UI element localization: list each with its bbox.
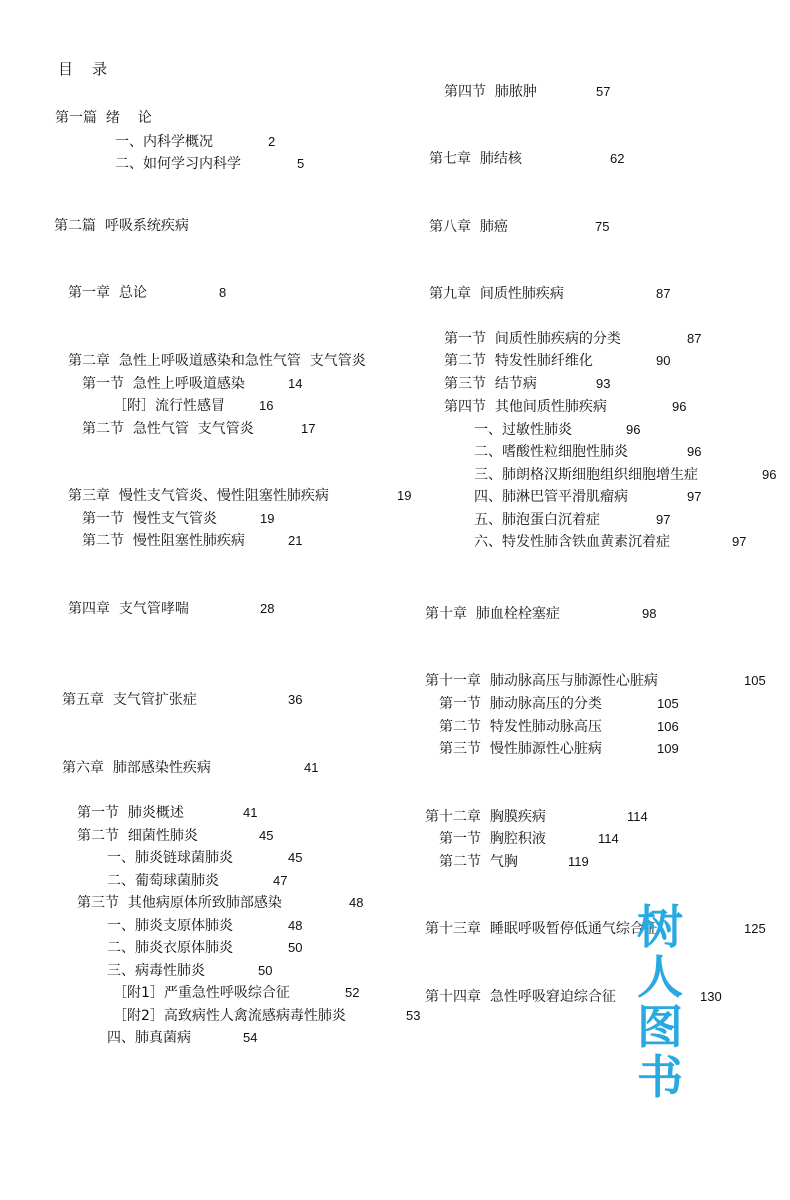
toc-entry-page: 2 — [268, 134, 276, 149]
toc-entry-page: 114 — [627, 809, 648, 824]
toc-entry-page: 19 — [397, 488, 412, 503]
toc-entry-page: 106 — [657, 719, 679, 734]
toc-entry-item[interactable] — [113, 397, 273, 415]
toc-entry-page: 16 — [259, 398, 274, 413]
toc-entry-section[interactable] — [444, 398, 686, 416]
toc-entry-page: 57 — [596, 84, 611, 99]
toc-entry-page: 87 — [687, 331, 702, 346]
watermark-stamp — [634, 902, 686, 1102]
toc-entry-title: 四、肺淋巴管平滑肌瘤病 — [474, 489, 628, 505]
toc-entry-title: ［附］流行性感冒 — [113, 398, 225, 414]
toc-entry-page: 130 — [700, 989, 722, 1004]
toc-entry-chapter[interactable] — [62, 691, 302, 709]
toc-entry-title: 第三节 慢性肺源性心脏病 — [439, 741, 602, 757]
toc-entry-title: 第五章 支气管扩张症 — [62, 692, 197, 708]
toc-entry-page: 96 — [687, 444, 702, 459]
toc-entry-page: 54 — [243, 1030, 258, 1045]
toc-entry-chapter[interactable] — [429, 285, 670, 303]
toc-entry-title: 二、如何学习内科学 — [115, 156, 241, 172]
toc-entry-title: 第二篇 呼吸系统疾病 — [54, 218, 189, 234]
toc-entry-part[interactable] — [55, 109, 152, 127]
toc-entry-title: 第四节 其他间质性肺疾病 — [444, 399, 607, 415]
toc-entry-page: 96 — [626, 422, 641, 437]
toc-entry-title: 一、肺炎链球菌肺炎 — [107, 850, 233, 866]
toc-entry-title: 第十二章 胸膜疾病 — [425, 809, 546, 825]
watermark-char: 书 — [637, 1050, 683, 1104]
toc-entry-title: 第二节 特发性肺纤维化 — [444, 353, 593, 369]
toc-entry-title: 二、肺炎衣原体肺炎 — [107, 940, 233, 956]
toc-entry-title: 第九章 间质性肺疾病 — [429, 286, 564, 302]
toc-entry-section[interactable] — [439, 718, 679, 736]
toc-entry-page: 14 — [288, 376, 303, 391]
toc-entry-title: 四、肺真菌病 — [107, 1030, 191, 1046]
toc-entry-item[interactable] — [107, 917, 302, 935]
toc-entry-page: 62 — [610, 151, 625, 166]
toc-entry-title: ［附1］严重急性呼吸综合征 — [113, 985, 290, 1001]
watermark-char: 图 — [637, 1000, 683, 1054]
toc-entry-title: 第四节 肺脓肿 — [444, 84, 537, 100]
toc-entry-section[interactable] — [82, 420, 315, 438]
toc-entry-page: 98 — [642, 606, 657, 621]
toc-entry-title: 三、肺朗格汉斯细胞组织细胞增生症 — [474, 467, 698, 483]
toc-entry-page: 97 — [732, 534, 747, 549]
toc-entry-title: 三、病毒性肺炎 — [107, 963, 205, 979]
toc-entry-item[interactable] — [474, 421, 640, 439]
toc-entry-title: ［附2］高致病性人禽流感病毒性肺炎 — [113, 1008, 346, 1024]
toc-entry-page: 96 — [672, 399, 687, 414]
toc-entry-title: 第十三章 睡眠呼吸暂停低通气综合征 — [425, 921, 658, 937]
toc-entry-section[interactable] — [77, 827, 273, 845]
toc-entry-title: 第一节 胸腔积液 — [439, 831, 546, 847]
toc-entry-title: 第一节 肺炎概述 — [77, 805, 184, 821]
toc-entry-title: 第三章 慢性支气管炎、慢性阻塞性肺疾病 — [68, 488, 329, 504]
toc-entry-page: 97 — [656, 512, 671, 527]
toc-entry-title: 第十四章 急性呼吸窘迫综合征 — [425, 989, 616, 1005]
toc-entry-page: 109 — [657, 741, 679, 756]
toc-entry-title: 第八章 肺癌 — [429, 219, 508, 235]
toc-entry-section[interactable] — [82, 375, 302, 393]
toc-entry-page: 5 — [297, 156, 305, 171]
toc-entry-chapter[interactable] — [425, 605, 656, 623]
toc-entry-title: 第一节 急性上呼吸道感染 — [82, 376, 245, 392]
toc-title: 目 录 — [58, 60, 108, 78]
toc-entry-item[interactable] — [113, 1007, 423, 1025]
toc-entry-page: 19 — [260, 511, 275, 526]
toc-entry-section[interactable] — [82, 532, 302, 550]
toc-entry-item[interactable] — [107, 962, 272, 980]
toc-entry-section[interactable] — [444, 375, 610, 393]
toc-entry-item[interactable] — [474, 511, 670, 529]
toc-entry-chapter[interactable] — [425, 920, 766, 938]
toc-entry-title: 第二章 急性上呼吸道感染和急性气管 支气管炎 — [68, 353, 366, 369]
toc-entry-item[interactable] — [474, 443, 701, 461]
toc-entry-section[interactable] — [439, 740, 679, 758]
toc-entry-item[interactable] — [107, 939, 302, 957]
toc-entry-title: 第一节 肺动脉高压的分类 — [439, 696, 602, 712]
toc-entry-page: 36 — [288, 692, 303, 707]
toc-entry-page: 41 — [243, 805, 258, 820]
toc-entry-page: 53 — [406, 1008, 421, 1023]
toc-entry-section[interactable] — [439, 830, 619, 848]
toc-entry-title: 五、肺泡蛋白沉着症 — [474, 512, 600, 528]
toc-entry-title: 六、特发性肺含铁血黄素沉着症 — [474, 534, 670, 550]
toc-entry-item[interactable] — [113, 984, 359, 1002]
toc-entry-item[interactable] — [107, 849, 302, 867]
toc-entry-page: 50 — [258, 963, 273, 978]
toc-entry-page: 21 — [288, 533, 303, 548]
toc-entry-page: 105 — [744, 673, 766, 688]
toc-entry-title: 第七章 肺结核 — [429, 151, 522, 167]
toc-entry-section[interactable] — [82, 510, 274, 528]
toc-entry-title: 第十一章 肺动脉高压与肺源性心脏病 — [425, 673, 658, 689]
toc-entry-page: 96 — [762, 467, 777, 482]
toc-entry-page: 48 — [349, 895, 364, 910]
toc-entry-chapter[interactable] — [429, 150, 624, 168]
toc-entry-item[interactable] — [107, 1029, 257, 1047]
toc-entry-section[interactable] — [439, 695, 679, 713]
toc-entry-page: 93 — [596, 376, 611, 391]
toc-entry-title: 第二节 急性气管 支气管炎 — [82, 421, 254, 437]
toc-entry-title: 第二节 特发性肺动脉高压 — [439, 719, 602, 735]
toc-entry-item[interactable] — [474, 488, 701, 506]
toc-entry-page: 125 — [744, 921, 766, 936]
toc-entry-part[interactable] — [54, 217, 189, 235]
toc-entry-item[interactable] — [115, 133, 275, 151]
toc-entry-page: 90 — [656, 353, 671, 368]
toc-entry-title: 第十章 肺血栓栓塞症 — [425, 606, 560, 622]
toc-entry-title: 第二节 慢性阻塞性肺疾病 — [82, 533, 245, 549]
toc-entry-title: 第一节 慢性支气管炎 — [82, 511, 217, 527]
toc-entry-section[interactable] — [439, 853, 589, 871]
toc-entry-page: 28 — [260, 601, 275, 616]
toc-entry-title: 一、肺炎支原体肺炎 — [107, 918, 233, 934]
toc-entry-section[interactable] — [444, 83, 610, 101]
toc-entry-page: 45 — [288, 850, 303, 865]
toc-entry-chapter[interactable] — [68, 352, 366, 370]
toc-entry-title: 第一篇 绪 论 — [55, 110, 152, 126]
toc-entry-page: 52 — [345, 985, 360, 1000]
toc-entry-title: 第六章 肺部感染性疾病 — [62, 760, 211, 776]
toc-entry-chapter[interactable] — [68, 284, 226, 302]
toc-entry-item[interactable] — [474, 533, 746, 551]
toc-entry-title: 第一节 间质性肺疾病的分类 — [444, 331, 621, 347]
toc-entry-chapter[interactable] — [429, 218, 609, 236]
toc-entry-page: 41 — [304, 760, 319, 775]
toc-entry-page: 50 — [288, 940, 303, 955]
toc-entry-section[interactable] — [444, 352, 670, 370]
watermark-char: 人 — [637, 950, 683, 1004]
toc-entry-title: 第二节 气胸 — [439, 854, 518, 870]
toc-entry-item[interactable] — [115, 155, 304, 173]
toc-entry-chapter[interactable] — [425, 808, 648, 826]
toc-entry-page: 45 — [259, 828, 274, 843]
toc-entry-item[interactable] — [107, 872, 287, 890]
toc-entry-page: 105 — [657, 696, 679, 711]
toc-entry-page: 87 — [656, 286, 671, 301]
toc-entry-chapter[interactable] — [62, 759, 318, 777]
toc-entry-page: 8 — [219, 285, 227, 300]
toc-entry-title: 第三节 结节病 — [444, 376, 537, 392]
toc-entry-title: 第二节 细菌性肺炎 — [77, 828, 198, 844]
toc-entry-page: 114 — [598, 831, 619, 846]
toc-entry-chapter[interactable] — [68, 600, 274, 618]
toc-entry-section[interactable] — [444, 330, 701, 348]
toc-entry-title: 二、葡萄球菌肺炎 — [107, 873, 219, 889]
toc-entry-title: 第一章 总论 — [68, 285, 147, 301]
toc-entry-page: 97 — [687, 489, 702, 504]
toc-entry-page: 17 — [301, 421, 316, 436]
toc-entry-title: 第四章 支气管哮喘 — [68, 601, 189, 617]
watermark-char: 树 — [637, 900, 683, 954]
toc-entry-title: 第三节 其他病原体所致肺部感染 — [77, 895, 282, 911]
toc-entry-chapter[interactable] — [68, 487, 411, 505]
toc-entry-page: 75 — [595, 219, 610, 234]
toc-entry-title: 二、嗜酸性粒细胞性肺炎 — [474, 444, 628, 460]
toc-entry-page: 119 — [568, 854, 589, 869]
toc-entry-item[interactable] — [474, 466, 776, 484]
toc-entry-title: 一、过敏性肺炎 — [474, 422, 572, 438]
toc-entry-section[interactable] — [77, 894, 363, 912]
toc-entry-title: 一、内科学概况 — [115, 134, 213, 150]
toc-entry-section[interactable] — [77, 804, 257, 822]
toc-entry-page: 48 — [288, 918, 303, 933]
toc-entry-page: 47 — [273, 873, 288, 888]
toc-entry-chapter[interactable] — [425, 672, 766, 690]
